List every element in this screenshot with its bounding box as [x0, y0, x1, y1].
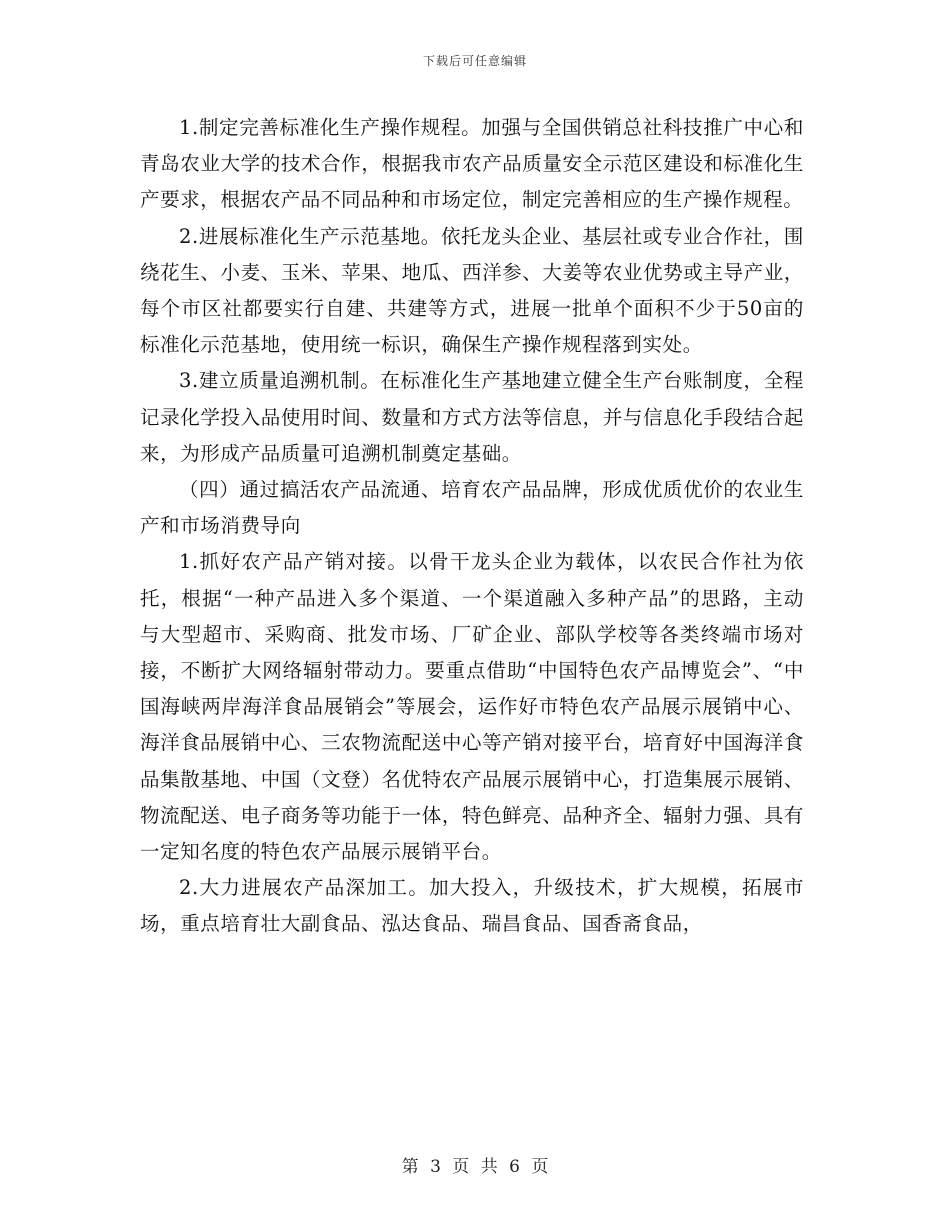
page-number: 第 3 页 共 6 页: [401, 1157, 549, 1177]
page-header: 下载后可任意编辑: [422, 54, 527, 68]
section-heading-4: （四）通过搞活农产品流通、培育农产品品牌，形成优质优价的农业生产和市场消费导向: [140, 478, 804, 538]
paragraph-4-1: 1.抓好农产品产销对接。以骨干龙头企业为载体，以农民合作社为依托，根据“一种产品进入多个渠道、一个渠道融入多种产品”的思路，主动与大型超市、采购商、批发市场、厂矿企业、部队学校等各类终端市场对接，不断扩大网络辐射带动力。要重点借助“中国特色农产品博览会”、“中国海峡两岸海洋食品展销会”等展会，运作好市特色农产品展示展销中心、海洋食品展销中心、三农物流配送中心等产销对接平台，培育好中国海洋食品集散基地、中国（文登）名优特农产品展示展销中心，打造集展示展销、物流配送、电子商务等功能于一体，特色鲜亮、品种齐全、辐射力强、具有一定知名度的特色农产品展示展销平台。: [140, 550, 804, 864]
document-body: [140, 110, 804, 943]
paragraph-2: 2.进展标准化生产示范基地。依托龙头企业、基层社或专业合作社，围绕花生、小麦、玉米、苹果、地瓜、西洋参、大姜等农业优势或主导产业，每个市区社都要实行自建、共建等方式，进展一批单个面积不少于50亩的标准化示范基地，使用统一标识，确保生产操作规程落到实处。: [140, 224, 804, 357]
paragraph-1: 1.制定完善标准化生产操作规程。加强与全国供销总社科技推广中心和青岛农业大学的技术合作，根据我市农产品质量安全示范区建设和标准化生产要求，根据农产品不同品种和市场定位，制定完善相应的生产操作规程。: [140, 116, 804, 212]
paragraph-4-2: 2.大力进展农产品深加工。加大投入，升级技术，扩大规模，拓展市场，重点培育壮大副食品、泓达食品、瑞昌食品、国香斋食品，: [140, 876, 804, 936]
paragraph-3: 3.建立质量追溯机制。在标准化生产基地建立健全生产台账制度，全程记录化学投入品使用时间、数量和方式方法等信息，并与信息化手段结合起来，为形成产品质量可追溯机制奠定基础。: [140, 369, 804, 465]
